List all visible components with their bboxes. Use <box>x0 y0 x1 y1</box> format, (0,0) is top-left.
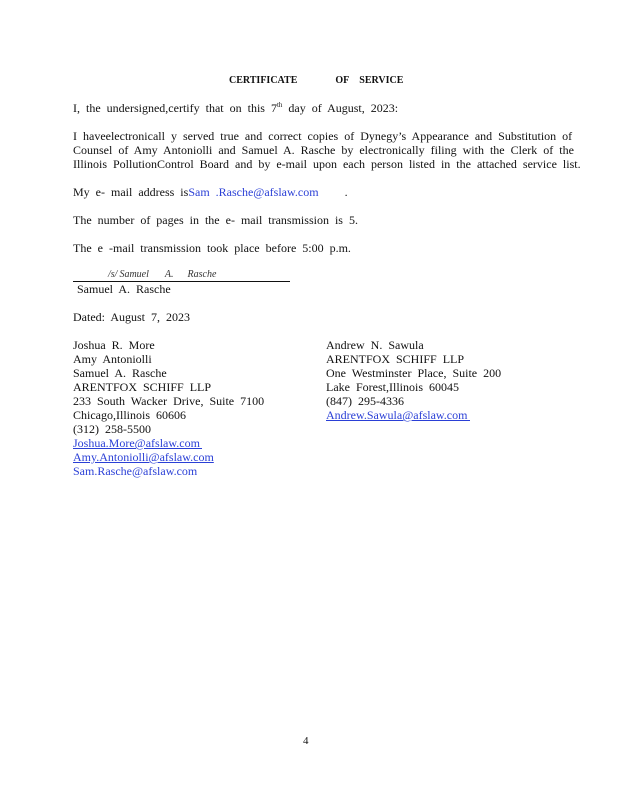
left-contact-line: (312) 258-5500 <box>73 422 151 436</box>
email-address-link[interactable]: Sam .Rasche@afslaw.com <box>188 185 319 199</box>
email-link-andrew[interactable]: Andrew.Sawula@afslaw.com <box>326 408 468 422</box>
left-contact-line: Chicago,Illinois 60606 <box>73 408 186 422</box>
email-underline-extension <box>440 420 470 421</box>
left-contact-line: Samuel A. Rasche <box>73 366 167 380</box>
signature-last: Rasche <box>187 269 217 280</box>
email-line <box>73 185 348 199</box>
title-of: OF <box>335 75 350 86</box>
email-link-amy[interactable]: Amy.Antoniolli@afslaw.com <box>73 450 214 464</box>
email-suffix: . <box>344 185 348 199</box>
signature-s-mark: /s/ <box>108 269 118 280</box>
page-number: 4 <box>303 735 309 747</box>
right-contact-line: (847) 295-4336 <box>326 394 404 408</box>
dated-line: Dated: August 7, 2023 <box>73 310 190 324</box>
email-link-sam[interactable]: Sam.Rasche@afslaw.com <box>73 464 198 478</box>
email-underline-extension <box>170 448 202 449</box>
email-prefix: My e- mail address is <box>73 185 189 199</box>
right-contact-line: ARENTFOX SCHIFF LLP <box>326 352 465 366</box>
certificate-title <box>229 74 403 88</box>
signature-first: Samuel <box>119 269 149 280</box>
left-contact-line: Amy Antoniolli <box>73 352 152 366</box>
email-link-joshua[interactable]: Joshua.More@afslaw.com <box>73 436 200 450</box>
intro-end: day of August, 2023: <box>282 101 399 115</box>
signer-name: Samuel A. Rasche <box>77 282 171 296</box>
body-line-3: Illinois PollutionControl Board and by e-mail upon each person listed in the attached service list. <box>73 157 581 171</box>
electronic-signature <box>108 268 216 282</box>
signature-middle: A. <box>164 269 174 280</box>
right-contact-line: Andrew N. Sawula <box>326 338 424 352</box>
left-contact-line: Joshua R. More <box>73 338 155 352</box>
left-contact-line: 233 South Wacker Drive, Suite 7100 <box>73 394 265 408</box>
pages-line: The number of pages in the e- mail transmission is 5. <box>73 213 358 227</box>
intro-text: I, the undersigned,certify that on this 7 <box>73 101 277 115</box>
right-contact-line: One Westminster Place, Suite 200 <box>326 366 502 380</box>
title-certificate: CERTIFICATE <box>229 75 298 86</box>
right-contact-line: Lake Forest,Illinois 60045 <box>326 380 459 394</box>
intro-superscript: th <box>276 101 283 109</box>
time-line: The e -mail transmission took place before 5:00 p.m. <box>73 241 351 255</box>
left-contact-line: ARENTFOX SCHIFF LLP <box>73 380 212 394</box>
body-line-2: Counsel of Amy Antoniolli and Samuel A. Rasche by electronically filing with the Clerk of the <box>73 143 574 157</box>
intro-line <box>73 101 398 115</box>
title-service: SERVICE <box>359 75 404 86</box>
body-line-1: I haveelectronicall y served true and correct copies of Dynegy’s Appearance and Substitution of <box>73 129 573 143</box>
